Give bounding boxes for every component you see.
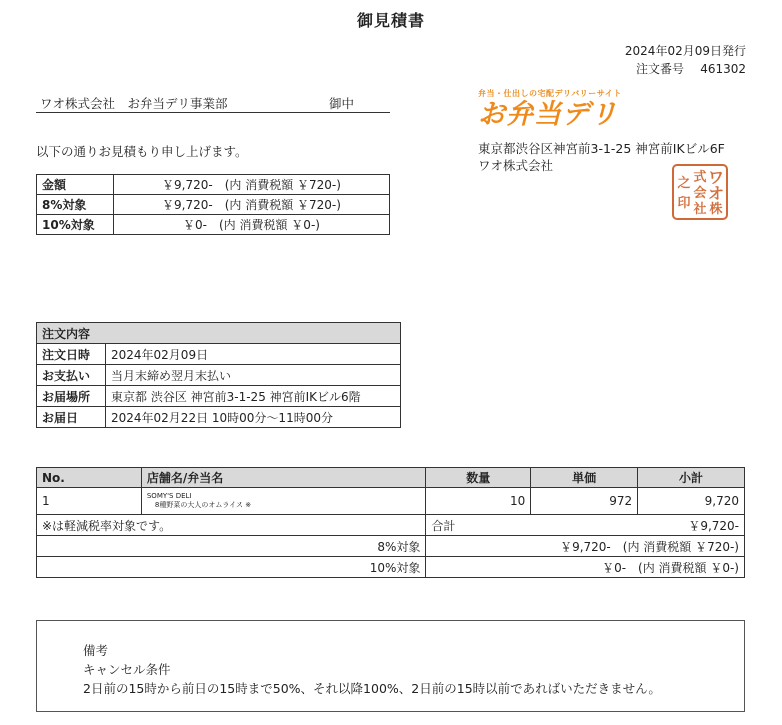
seal-char: 社: [693, 202, 707, 217]
notes-title: 備考: [83, 643, 109, 658]
order-details-header: 注文内容: [37, 323, 401, 344]
addressee-honorific: 御中: [328, 96, 354, 111]
tax10-label: 10%対象: [37, 557, 426, 578]
line-items-table: [36, 467, 745, 578]
tax8-row: [37, 536, 745, 557]
item-no: 1: [37, 488, 142, 515]
tax8-label: 8%対象: [37, 536, 426, 557]
amount-row: [37, 175, 390, 195]
order-value: 東京都 渋谷区 神宮前3-1-25 神宮前IKビル6階: [106, 386, 401, 407]
order-number-label: 注文番号: [635, 62, 684, 76]
issue-date: 2024年02月09日発行: [624, 44, 746, 58]
notes-box: [36, 620, 745, 712]
tax8-value: ￥9,720- (内 消費税額 ￥720-): [426, 536, 745, 557]
amount-row: [37, 195, 390, 215]
seal-char: 式: [693, 170, 707, 185]
logo-tagline: 弁当・仕出しの宅配デリバリーサイト: [478, 89, 622, 98]
item-dish: 8種野菜の大人のオムライス ※: [154, 501, 252, 509]
logo-brand: お弁当デリ: [478, 99, 618, 130]
col-header-subtotal: 小計: [638, 468, 745, 488]
order-number: 461302: [700, 62, 746, 76]
seal-char: 印: [677, 196, 691, 211]
order-label: お届場所: [37, 386, 106, 407]
order-row: [37, 407, 401, 428]
col-header-name: 店舗名/弁当名: [141, 468, 426, 488]
amount-summary-table: [36, 174, 390, 235]
table-row: [37, 488, 745, 515]
tax10-row: [37, 557, 745, 578]
order-value: 2024年02月22日 10時00分～11時00分: [106, 407, 401, 428]
document-title: 御見積書: [356, 11, 425, 30]
amount-value: ￥9,720- (内 消費税額 ￥720-): [114, 195, 390, 215]
item-name-cell: [141, 488, 426, 515]
amount-label: 8%対象: [37, 195, 114, 215]
company-seal: [672, 164, 728, 220]
issue-info: [625, 42, 746, 78]
item-subtotal: 9,720: [638, 488, 745, 515]
seal-char: 之: [677, 176, 691, 191]
notes-subtitle: キャンセル条件: [83, 662, 171, 677]
order-row: [37, 386, 401, 407]
order-details-table: [36, 322, 401, 428]
table-header-row: [37, 468, 745, 488]
company-name: ワオ株式会社: [478, 158, 554, 173]
item-qty: 10: [426, 488, 531, 515]
order-label: 注文日時: [37, 344, 106, 365]
intro-text: 以下の通りお見積もり申し上げます。: [36, 144, 248, 159]
addressee: [36, 94, 390, 113]
brand-logo: [478, 88, 638, 138]
tax10-value: ￥0- (内 消費税額 ￥0-): [426, 557, 745, 578]
order-value: 2024年02月09日: [106, 344, 401, 365]
total-label: 合計: [426, 515, 531, 536]
order-label: お届日: [37, 407, 106, 428]
amount-value: ￥0- (内 消費税額 ￥0-): [114, 215, 390, 235]
seal-char: ワ: [708, 168, 725, 187]
total-row: [37, 515, 745, 536]
reduced-tax-note: ※は軽減税率対象です。: [37, 515, 426, 536]
amount-row: [37, 215, 390, 235]
col-header-no: No.: [37, 468, 142, 488]
seal-char: 会: [693, 186, 707, 201]
amount-value: ￥9,720- (内 消費税額 ￥720-): [114, 175, 390, 195]
order-label: お支払い: [37, 365, 106, 386]
order-row: [37, 365, 401, 386]
company-address: 東京都渋谷区神宮前3-1-25 神宮前IKビル6F: [478, 141, 725, 156]
notes-text: 2日前の15時から前日の15時まで50%、それ以降100%、2日前の15時以前であればいただきません。: [83, 681, 661, 696]
amount-label: 10%対象: [37, 215, 114, 235]
total-value: ￥9,720-: [531, 515, 745, 536]
order-row: [37, 344, 401, 365]
order-value: 当月末締め翌月末払い: [106, 365, 401, 386]
seal-char: オ: [708, 184, 725, 203]
amount-label: 金額: [37, 175, 114, 195]
item-shop: SOMY'S DELI: [146, 492, 192, 500]
col-header-price: 単価: [531, 468, 638, 488]
col-header-qty: 数量: [426, 468, 531, 488]
seal-char: 株: [709, 202, 723, 217]
addressee-name: ワオ株式会社 お弁当デリ事業部: [40, 96, 228, 111]
item-price: 972: [531, 488, 638, 515]
